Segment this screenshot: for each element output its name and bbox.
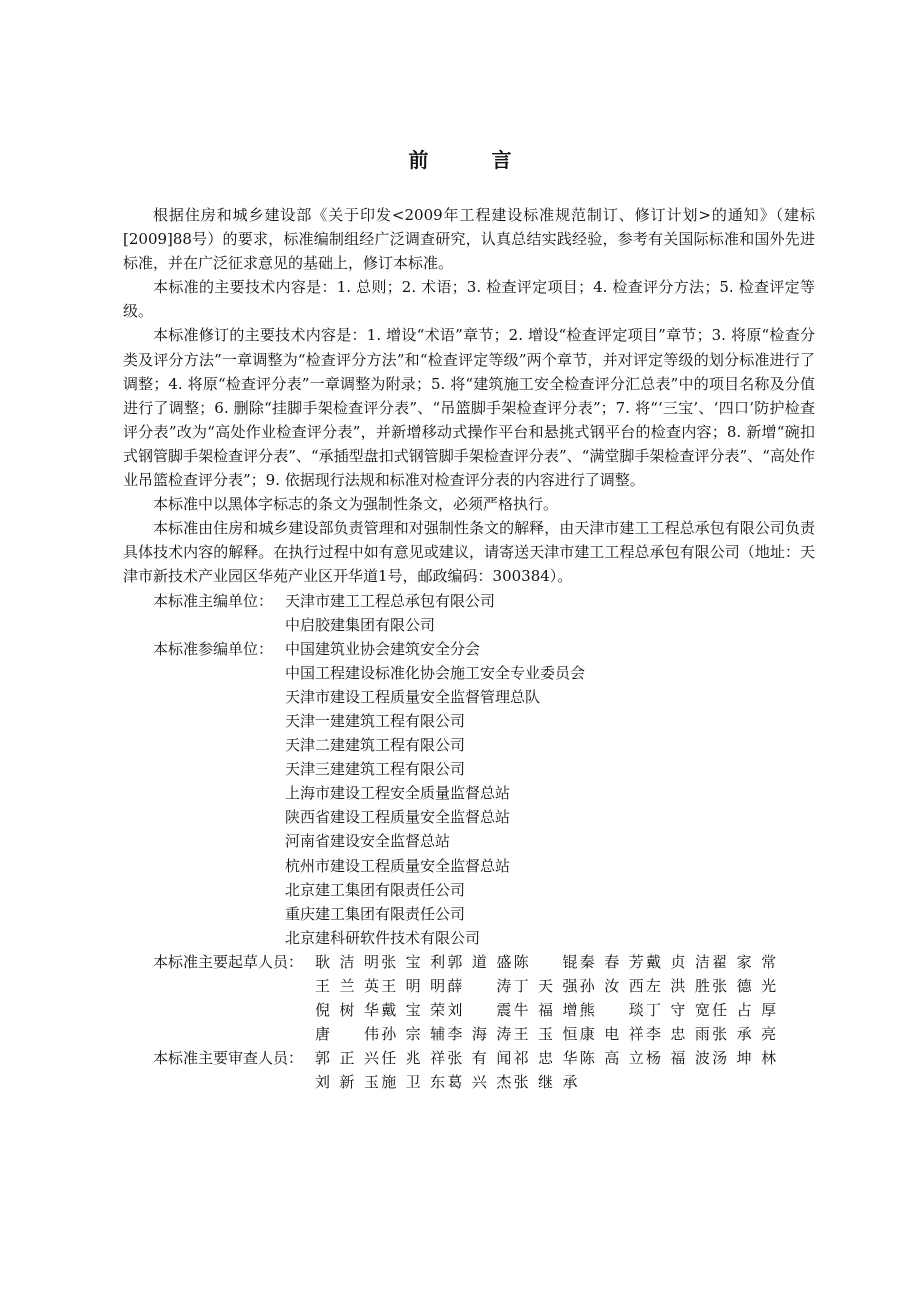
participating-unit: 中国建筑业协会建筑安全分会 xyxy=(285,639,481,658)
person-name: 戴宝荣 xyxy=(381,1001,446,1020)
name-row xyxy=(315,950,778,974)
person-name: 孙汝西 xyxy=(579,977,644,995)
person-name: 丁守宽 xyxy=(645,1001,710,1020)
chief-unit: 中启胶建集团有限公司 xyxy=(285,615,436,634)
person-name: 耿洁明 xyxy=(315,952,379,971)
person-name: 倪树华 xyxy=(315,1001,379,1020)
person-name: 施卫东 xyxy=(381,1073,446,1092)
participating-units-section xyxy=(123,637,815,950)
person-name: 郭道盛 xyxy=(447,952,512,971)
person-name: 康电祥 xyxy=(579,1025,644,1044)
name-row xyxy=(315,1022,778,1046)
person-name: 祁忠华 xyxy=(513,1049,578,1068)
paragraph-basis: 根据住房和城乡建设部《关于印发<2009年工程建设标准规范制订、修订计划>的通知》（建标[2009]88号）的要求，标准编制组经广泛调查研究，认真总结实践经验，参考有关国际标准和国外先进标准，并在广泛征求意见的基础上，修订本标准。 xyxy=(123,206,815,273)
paragraph-mandatory: 本标准中以黑体字标志的条文为强制性条文，必须严格执行。 xyxy=(153,495,559,514)
person-name: 任兆祥 xyxy=(381,1049,446,1068)
person-name: 王玉恒 xyxy=(513,1025,578,1044)
participating-units-label: 本标准参编单位： xyxy=(153,639,274,658)
participating-unit: 重庆建工集团有限责任公司 xyxy=(285,904,466,923)
participating-unit: 北京建科研软件技术有限公司 xyxy=(285,928,481,947)
person-name: 翟家常 xyxy=(712,952,777,971)
person-name: 陈锟 xyxy=(513,952,578,971)
paragraph-main-content: 本标准的主要技术内容是：1. 总则；2. 术语；3. 检查评定项目；4. 检查评分方法；5. 检查评定等级。 xyxy=(123,278,815,321)
person-name: 牛福增 xyxy=(513,1001,578,1020)
participating-unit: 中国工程建设标准化协会施工安全专业委员会 xyxy=(285,663,586,682)
person-name: 陈高立 xyxy=(579,1049,644,1068)
person-name: 杨福波 xyxy=(645,1049,710,1068)
person-name: 丁天强 xyxy=(513,977,578,995)
participating-unit: 杭州市建设工程质量安全监督总站 xyxy=(285,856,511,875)
name-row xyxy=(315,1046,778,1070)
paragraph-management: 本标准由住房和城乡建设部负责管理和对强制性条文的解释，由天津市建工工程总承包有限公司负责具体技术内容的解释。在执行过程中如有意见或建议，请寄送天津市建工工程总承包有限公司（地址：天津市新技术产业园区华苑产业区开华道1号，邮政编码：300384）。 xyxy=(123,519,815,586)
name-row xyxy=(315,998,778,1022)
page-title: 前 言 xyxy=(408,148,540,172)
person-name: 张继承 xyxy=(513,1073,578,1092)
person-name: 张有闻 xyxy=(447,1049,512,1068)
person-name: 熊琰 xyxy=(579,1001,644,1020)
person-name: 左洪胜 xyxy=(645,977,710,995)
person-name: 李忠雨 xyxy=(645,1025,710,1044)
person-name: 张德光 xyxy=(712,977,777,995)
participating-unit: 天津一建建筑工程有限公司 xyxy=(285,711,466,730)
participating-unit: 天津二建建筑工程有限公司 xyxy=(285,736,466,755)
participating-unit: 陕西省建设工程质量安全监督总站 xyxy=(285,808,511,827)
person-name: 葛兴杰 xyxy=(447,1073,512,1092)
participating-unit: 天津市建设工程质量安全监督管理总队 xyxy=(285,687,541,706)
paragraph-revision-content: 本标准修订的主要技术内容是：1. 增设“术语”章节；2. 增设“检查评定项目”章节；3. 将原“检查分类及评分方法”一章调整为“检查评分方法”和“检查评定等级”两个章节，并对评定等级的划分标准进行了调整；4. 将原“检查评分表”一章调整为附录；5. 将“建筑施工安全检查评分汇总表”中的项目名称及分值进行了调整；6. 删除“挂脚手架检查评分表”、“吊篮脚手架检查评分表”；7. 将“‘三宝’、‘四口’防护检查评分表”改为“高处作业检查评分表”，并新增移动式操作平台和悬挑式钢平台的检查内容；8. 新增“碗扣式钢管脚手架检查评分表”、“承插型盘扣式钢管脚手架检查评分表”、“满堂脚手架检查评分表”、“高处作业吊篮检查评分表”；9. 依据现行法规和标准对检查评分表的内容进行了调整。 xyxy=(123,326,815,490)
participating-unit: 河南省建设安全监督总站 xyxy=(285,832,451,851)
chief-unit: 天津市建工工程总承包有限公司 xyxy=(285,591,496,610)
person-name: 薛涛 xyxy=(447,977,512,995)
participating-unit: 天津三建建筑工程有限公司 xyxy=(285,760,466,779)
document-body xyxy=(123,203,815,1094)
reviewers-section xyxy=(123,1046,815,1094)
person-name: 汤坤林 xyxy=(712,1049,777,1068)
participating-unit: 北京建工集团有限责任公司 xyxy=(285,880,466,899)
person-name: 张承亮 xyxy=(712,1025,777,1044)
name-row xyxy=(315,1070,580,1094)
drafters-label: 本标准主要起草人员： xyxy=(153,952,304,971)
name-row xyxy=(315,974,778,998)
person-name: 刘新玉 xyxy=(315,1073,379,1092)
person-name: 李海涛 xyxy=(447,1025,512,1044)
person-name: 秦春芳 xyxy=(579,952,644,971)
person-name: 戴贞洁 xyxy=(645,952,710,971)
person-name: 王明明 xyxy=(381,977,446,995)
person-name: 郭正兴 xyxy=(315,1049,379,1068)
chief-units-label: 本标准主编单位： xyxy=(153,591,274,610)
chief-units-section xyxy=(123,589,815,637)
person-name: 王兰英 xyxy=(315,977,379,995)
participating-unit: 上海市建设工程安全质量监督总站 xyxy=(285,784,511,803)
person-name: 任占厚 xyxy=(712,1001,777,1020)
drafters-section xyxy=(123,950,815,1046)
person-name: 张宝利 xyxy=(381,952,446,971)
reviewers-label: 本标准主要审查人员： xyxy=(153,1049,304,1068)
person-name: 孙宗辅 xyxy=(381,1025,446,1044)
person-name: 唐伟 xyxy=(315,1025,379,1044)
person-name: 刘震 xyxy=(447,1001,512,1020)
